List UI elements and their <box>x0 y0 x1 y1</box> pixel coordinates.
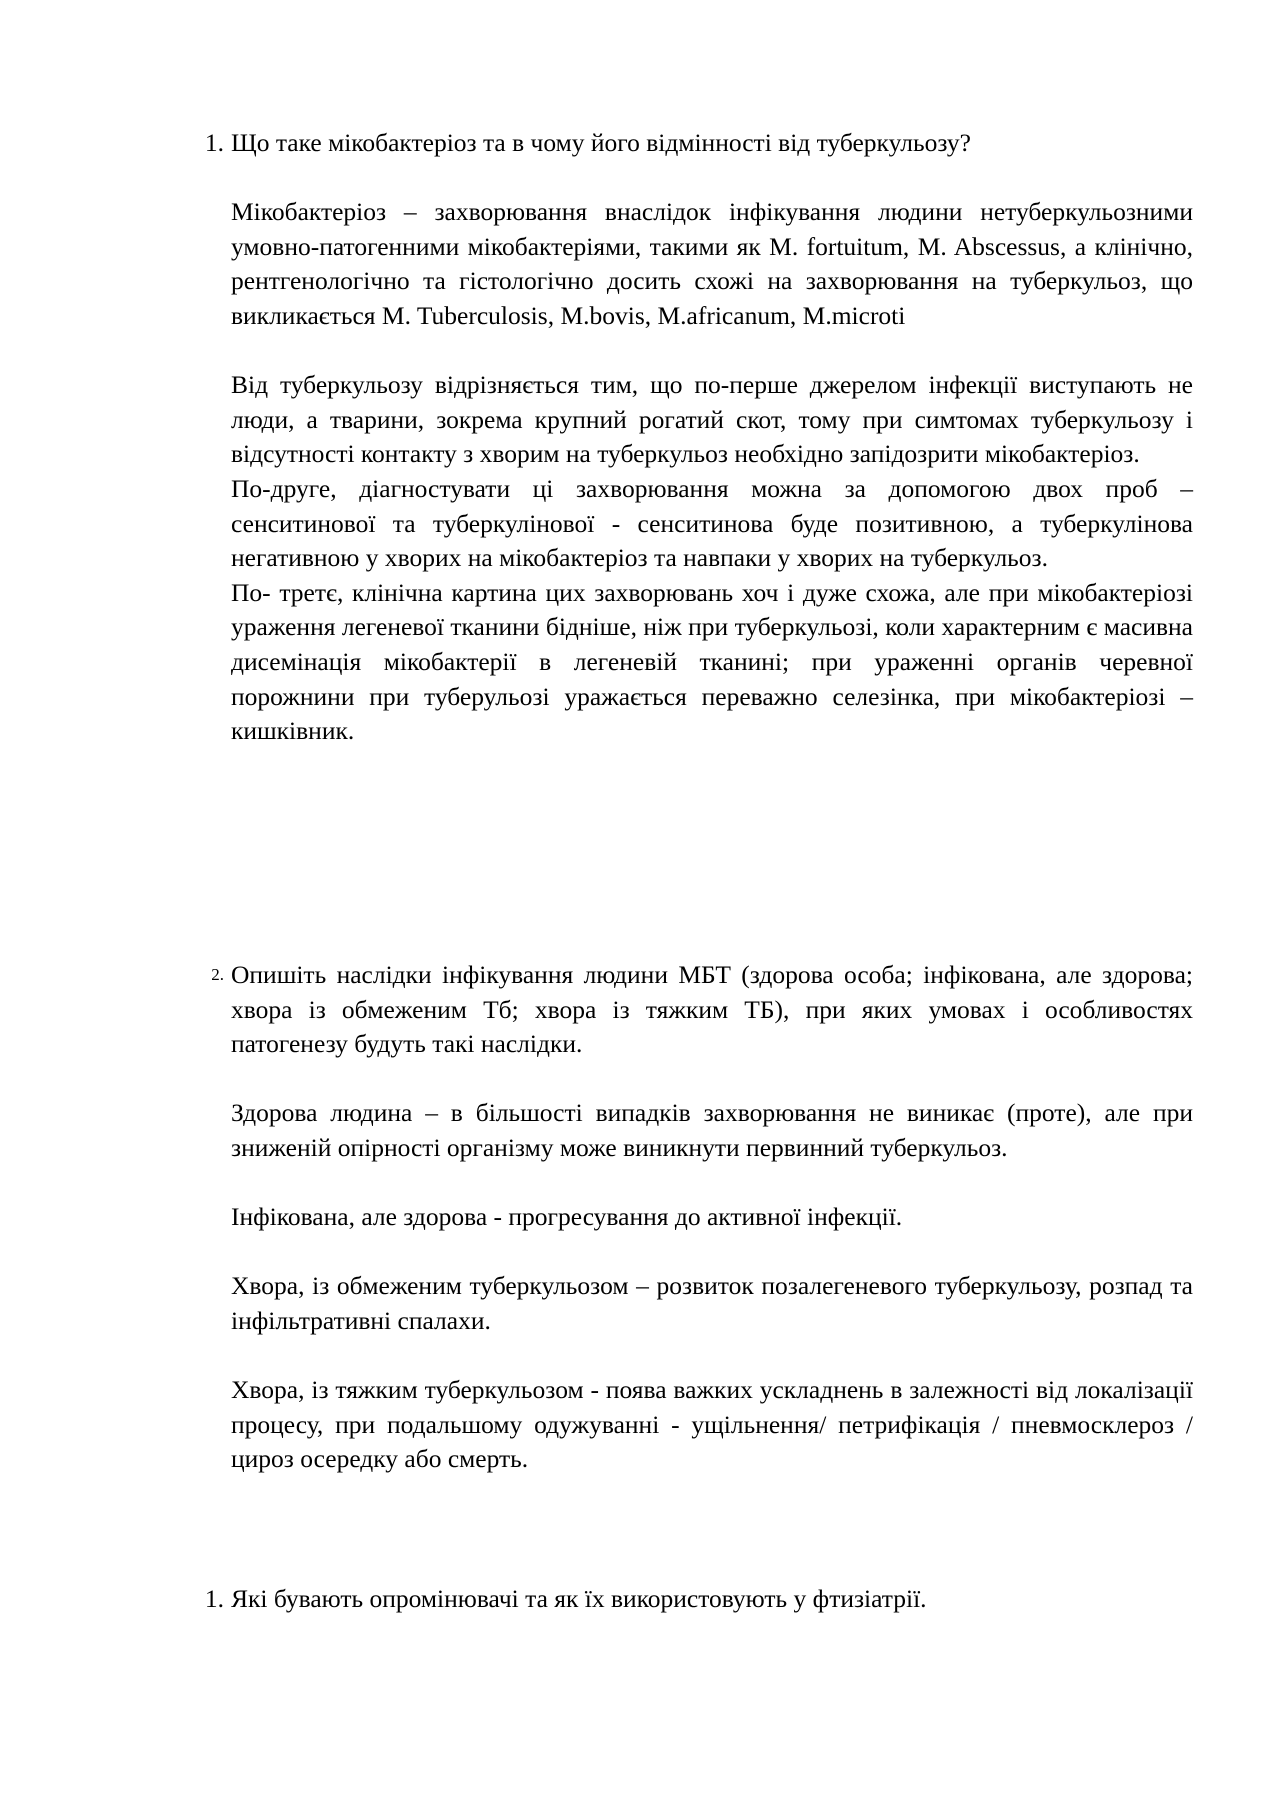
paragraph-definition: Мікобактеріоз – захворювання внаслідок інфікування людини нетуберкульозними умовно-патогенними мікобактеріями, такими як M. fortuitum, M. Abscessus, а клінічно, рентгенологічно та гістологічно досить схожі на захворювання на туберкульоз, що викликається M. Tuberculosis, M.bovis, M.africanum, M.microti <box>231 197 1193 330</box>
paragraph-difference-first: Від туберкульозу відрізняється тим, що по-перше джерелом інфекції виступають не люди, а тварини, зокрема крупний рогатий скот, тому при симтомах туберкульозу і відсутності контакту з хворим на туберкульоз необхідно запідозрити мікобактеріоз. <box>231 370 1193 469</box>
paragraph-difference-third: По- третє, клінічна картина цих захворювань хоч і дуже схожа, але при мікобактеріозі ураження легеневої тканини бідніше, ніж при туберкульозі, коли характерним є масивна дисемінація мікобактерії в легеневій тканині; при ураженні органів черевної порожнини при туберульозі уражається переважно селезінка, при мікобактеріозі – кишківник. <box>231 577 1193 746</box>
question-1: Що таке мікобактеріоз та в чому його відмінності від туберкульозу? <box>231 128 971 157</box>
list-number: 1. <box>204 128 224 157</box>
paragraph-infected-healthy: Інфікована, але здорова - прогресування до активної інфекції. <box>231 1202 903 1232</box>
paragraph-severe-tb: Хвора, із тяжким туберкульозом - поява важких ускладнень в залежності від локалізації процесу, при подальшому одужуванні - ущільнення/ петрифікація / пневмосклероз / цироз осередку або смерть. <box>231 1375 1193 1474</box>
paragraph-limited-tb: Хвора, із обмеженим туберкульозом – розвиток позалегеневого туберкульозу, розпад та інфільтративні спалахи. <box>231 1271 1193 1335</box>
question-3: Які бувають опромінювачі та як їх використовують у фтизіатрії. <box>231 1584 927 1613</box>
list-item-2 <box>211 958 1193 1477</box>
question-2: Опишіть наслідки інфікування людини МБТ (здорова особа; інфікована, але здорова; хвора із обмеженим Тб; хвора із тяжким ТБ), при яких умовах і особливостях патогенезу будуть такі наслідки. <box>231 960 1193 1059</box>
list-item-3 <box>204 1582 1193 1617</box>
list-number: 2. <box>211 965 224 984</box>
list-number: 1. <box>204 1584 224 1613</box>
list-item-1 <box>204 126 1193 749</box>
paragraph-healthy: Здорова людина – в більшості випадків захворювання не виникає (проте), але при зниженій опірності організму може виникнути первинний туберкульоз. <box>231 1098 1193 1162</box>
paragraph-difference-second: По-друге, діагностувати ці захворювання можна за допомогою двох проб – сенситинової та туберкулінової - сенситинова буде позитивною, а туберкулінова негативною у хворих на мікобактеріоз та навпаки у хворих на туберкульоз. <box>231 473 1193 573</box>
